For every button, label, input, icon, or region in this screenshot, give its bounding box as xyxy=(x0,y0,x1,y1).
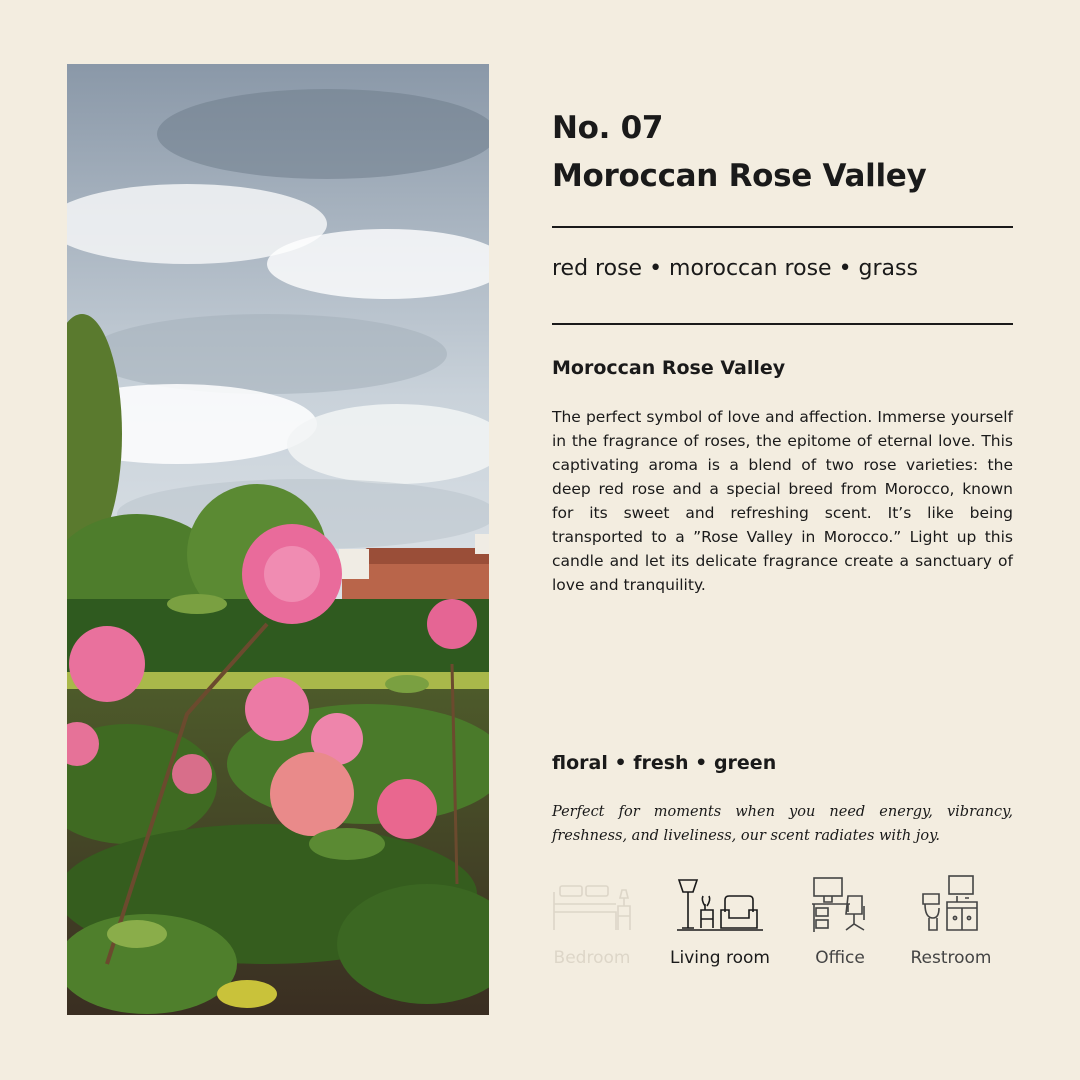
room-living-room xyxy=(668,872,772,968)
room-label-restroom: Restroom xyxy=(910,948,992,968)
divider-top xyxy=(552,226,1013,228)
mood-tags: floral • fresh • green xyxy=(552,752,777,774)
desk-chair-icon xyxy=(810,872,870,934)
room-restroom xyxy=(904,872,998,968)
description-heading: Moroccan Rose Valley xyxy=(552,357,786,379)
room-bedroom xyxy=(552,872,632,968)
rose-garden-photo xyxy=(67,64,489,1015)
product-name: Moroccan Rose Valley xyxy=(552,158,927,194)
toilet-sink-icon xyxy=(921,872,981,934)
rose-garden-illustration xyxy=(67,64,489,1015)
room-list xyxy=(552,872,1013,982)
sofa-lamp-icon xyxy=(675,872,765,934)
room-office xyxy=(802,872,878,968)
room-label-bedroom: Bedroom xyxy=(553,948,631,968)
bed-icon xyxy=(552,872,632,934)
scent-notes: red rose • moroccan rose • grass xyxy=(552,256,918,281)
room-label-living-room: Living room xyxy=(670,948,770,968)
product-number: No. 07 xyxy=(552,110,664,146)
description-text: The perfect symbol of love and affection. Immerse yourself in the fragrance of roses, the epitome of eternal love. This captivating aroma is a blend of two rose varieties: the deep red rose and a special breed from Morocco, known for its sweet and refreshing scent. It’s like being transported to a ”Rose Valley in Morocco.” Light up this candle and let its delicate fragrance create a sanctuary of love and tranquility. xyxy=(552,408,1013,594)
mood-text: Perfect for moments when you need energy, vibrancy, freshness, and liveliness, our scent radiates with joy. xyxy=(552,804,1013,844)
product-title xyxy=(552,104,1013,200)
divider-bottom xyxy=(552,323,1013,325)
room-label-office: Office xyxy=(815,948,865,968)
